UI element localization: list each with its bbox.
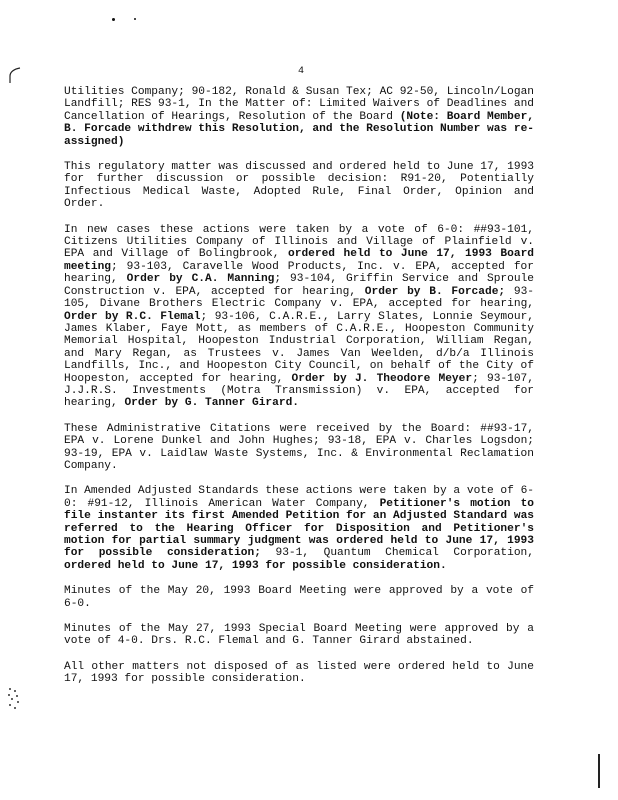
paragraph [64,585,534,610]
text-run: All other matters not disposed of as listed were ordered held to June 17, 1993 for possible consideration. [64,660,534,686]
text-run: 93-1, Quantum Chemical Corporation, [260,547,534,560]
text-run: ; 93-103, Caravelle Wood Products, Inc. v. EPA, accepted for hearing, [64,260,534,286]
text-run: Utilities Company; 90-182, Ronald & Susan Tex; AC 92-50, Lincoln/Logan Landfill; RES 93-1, In the Matter of: Limited Waivers of Deadlines and Cancellation of Hearings, Resolution of the Board [64,86,534,123]
text-run: ; 93-104, Griffin Service and Sproule Construction v. EPA, accepted for hearing, [64,273,534,298]
paragraph [64,161,534,211]
text-run: ; 93-107, J.J.R.S. Investments (Motra Transmission) v. EPA, accepted for hearing, [64,372,534,410]
scan-speckle [6,686,22,710]
bold-text-run: (Note: Board Member, B. Forcade withdrew this Resolution, and the Resolution Number was re-assigned) [64,110,534,148]
bold-text-run: ordered held to June 17, 1993 Board meeting [64,248,534,273]
scan-speck [112,18,115,21]
text-run: This regulatory matter was discussed and ordered held to June 17, 1993 for further discussion or possible decision: R91-20, Potentially Infectious Medical Waste, Adopted Rule, Final Order, Opinion and Order. [64,161,534,211]
text-run: These Administrative Citations were received by the Board: ##93-17, EPA v. Lorene Dunkel and John Hughes; 93-18, EPA v. Charles Logsdon; 93-19, EPA v. Laidlaw Waste Systems, Inc. & Environmental Reclamation Company. [64,422,534,472]
bold-text-run: Order by R.C. Flemal [64,310,201,323]
scan-edge-line [598,754,600,788]
paragraph [64,485,534,572]
text-run: 93-105, Divane Brothers Electric Company v. EPA, accepted for hearing, [64,285,534,311]
text-run: ; 93-106, C.A.R.E., Larry Slates, Lonnie Seymour, James Klaber, Faye Mott, as members of C.A.R.E., Hoopeston Community Memorial Hospital, Hoopeston Industrial Corporation, William Regan, and Mary Regan, as Trustees v. James Van Weelden, d/b/a Illinois Landfills, Inc., and Hoopeston City Council, on behalf of the City of Hoopeston, accepted for hearing, [64,310,534,385]
paragraph [64,423,534,473]
bold-text-run: Petitioner's motion to file instanter its first Amended Petition for an Adjusted Standard was referred to the Hearing Officer for Disposition and Petitioner's motion for partial summary judgment was ordered held to June 17, 1993 for possible consideration; [64,497,534,560]
bold-text-run: Order by C.A. Manning [126,273,275,286]
paragraph [64,86,534,148]
text-run: In Amended Adjusted Standards these actions were taken by a vote of 6-0: #91-12, Illinois American Water Company, [64,485,534,510]
scan-speck [134,18,136,20]
document-body [64,86,534,699]
text-run: Minutes of the May 27, 1993 Special Board Meeting were approved by a vote of 4-0. Drs. R.C. Flemal and G. Tanner Girard abstained. [64,623,534,648]
paragraph [64,623,534,648]
bold-text-run: Order by B. Forcade; [364,285,506,298]
paragraph [64,661,534,686]
scan-mark [8,66,22,84]
paragraph [64,224,534,410]
bold-text-run: ordered held to June 17, 1993 for possible consideration. [64,559,447,572]
text-run: Minutes of the May 20, 1993 Board Meeting were approved by a vote of 6-0. [64,585,534,610]
bold-text-run: Order by J. Theodore Meyer [291,372,473,385]
text-run: In new cases these actions were taken by a vote of 6-0: ##93-101, Citizens Utilities Company of Illinois and Village of Plainfield v. EPA and Village of Bolingbrook, [64,223,534,261]
bold-text-run: Order by G. Tanner Girard. [124,397,299,410]
page-number: 4 [298,66,305,77]
